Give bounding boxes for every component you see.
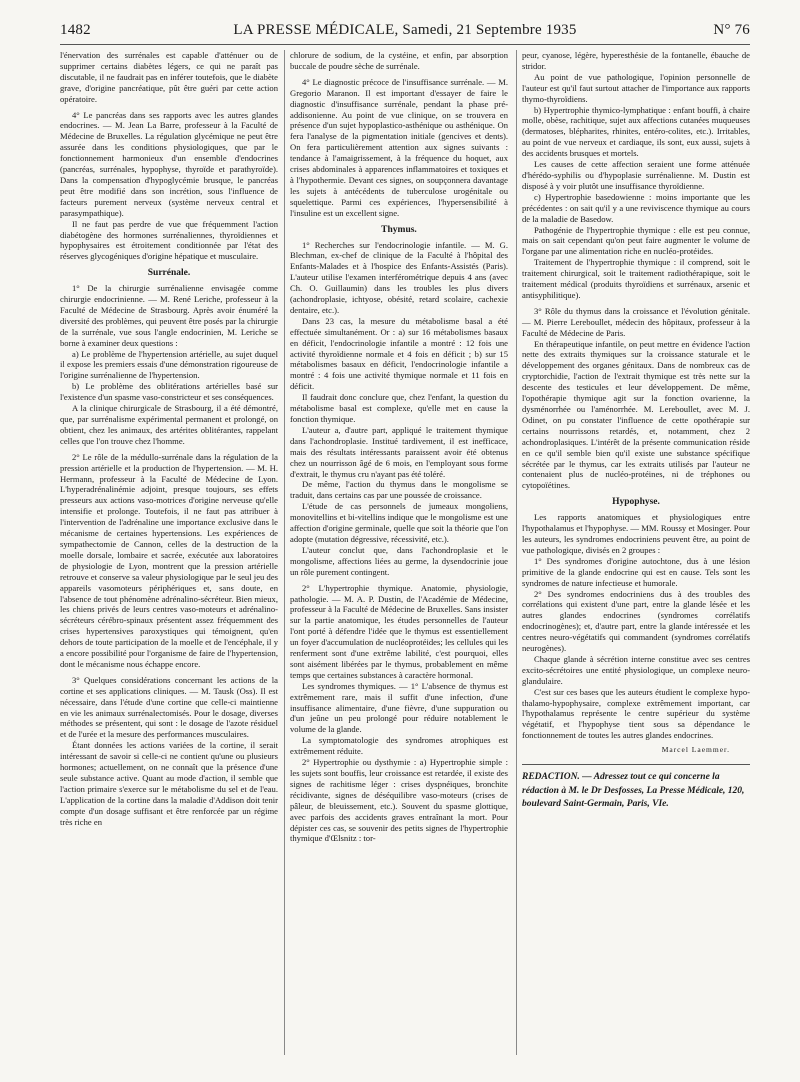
- paragraph: peur, cyanose, légère, hyperesthésie de la fontanelle, ébauche de stridor.: [522, 50, 750, 71]
- paragraph: 2° Hypertrophie ou dysthymie : a) Hypertrophie simple : les sujets sont bouffis, leur croissance est retardée, il existe des signes de rachitisme léger : crises dyspnéiques, bronchite récidivante, signes de déséquilibre vaso-moteurs (crises de pâleur, de bleuissement, etc.). Souvent du spasme glottique, avec parfois des accidents graves entraînant la mort. Pour dépister ces cas, se souvenir des petits signes de l'hypertrophie thymique d'Œlsnitz : tor-: [290, 757, 508, 844]
- paragraph: 2° Des syndromes endocriniens dus à des troubles des corrélations qui existent d'une part, entre la glande lésée et les autres glandes endocrines (syndromes corrélatifs endocrinogènes); et, d'autre part, entre la glande intéressée et les centres neuro-végétatifs qui commandent (syndromes corrélatifs neurogènes).: [522, 588, 750, 654]
- paragraph: b) Le problème des oblitérations artérielles basé sur l'existence d'un spasme vaso-constricteur et ses conséquences.: [60, 381, 278, 403]
- section-heading: Thymus.: [381, 224, 417, 235]
- paragraph: l'énervation des surrénales est capable d'atténuer ou de supprimer certains diabètes légers, ce qui ne paraît pas discutable, il ne faudrait pas en inférer toutefois, que le diabète grave, d'origine pancréatique, pût être guéri par cette action opératoire.: [60, 50, 278, 104]
- column-divider: [516, 50, 517, 1055]
- column-1: [60, 50, 278, 828]
- column-divider: [284, 50, 285, 1055]
- column-3: [522, 50, 750, 812]
- paragraph: Dans 23 cas, la mesure du métabolisme basal a été effectuée simultanément. Or : a) sur 16 métabolismes basaux en déficit, l'endocrinologie infantile a montré : 12 fois une activité thyroïdienne normale et 4 fois en déficit ; b) sur 15 métabolismes basaux en déficit, l'endocrinologie infantile a montré : 4 fois une activité thymique normale et 11 fois en déficit.: [290, 315, 508, 392]
- section-heading: Surrénale.: [147, 268, 191, 279]
- paragraph: chlorure de sodium, de la cystéine, et enfin, par absorption buccale de poudre sèche de surrénale.: [290, 50, 508, 71]
- paragraph: Au point de vue pathologique, l'opinion personnelle de l'auteur est qu'il faut surtout attacher de l'importance aux rapports thymo-thyroïdiens.: [522, 71, 750, 104]
- section-heading: Hypophyse.: [612, 497, 660, 508]
- paragraph: Étant données les actions variées de la cortine, il serait intéressant de savoir si celle-ci ne contient qu'une ou plusieurs hormones; actuellement, on ne connaît que la présence d'une seule substance active. Quant au mode d'action, il semble que l'action primaire s'exerce sur le métabolisme du sel et de l'eau. L'application de la cortine dans la maladie d'Addison doit tenir compte d'un dosage suffisant et être renforcée par un régime très riche en: [60, 740, 278, 827]
- paragraph: 1° Recherches sur l'endocrinologie infantile. — M. G. Blechman, ex-chef de clinique de la Faculté à l'hôpital des Enfants-Malades et à l'hospice des Enfants-Assistés (Paris). L'auteur utilise l'examen interférométrique depuis 4 ans (avec Ch. O. Guillaumin) dans les troubles les plus divers (achondroplasie, ichtyose, obésité, retard scolaire, cachexie dentaire, etc.).: [290, 239, 508, 315]
- paragraph: C'est sur ces bases que les auteurs étudient le complexe hypo-thalamo-hypophysaire, complexe extrêmement important, car l'hypothalamus représente le centre supérieur du système végétatif, et l'hypophyse tient sous sa dépendance le fonctionnement de toutes les autres glandes endocrines.: [522, 686, 750, 741]
- paragraph: 2° L'hypertrophie thymique. Anatomie, physiologie, pathologie. — M. A. P. Dustin, de l'Académie de Médecine, professeur à la Faculté de Médecine de Bruxelles. Sans insister sur la partie anatomique, les études personnelles de l'auteur l'ont porté à défendre l'idée que le thymus est essentiellement un foyer d'accumulation de nucléoprotéides; les cellules qui les renferment sont d'une extrême labilité, c'est pourquoi, elles sont aisément libérées par le thymus, probablement en même temps que certaines substances à caractère hormonal.: [290, 582, 508, 680]
- paragraph: 1° De la chirurgie surrénalienne envisagée comme chirurgie endocrinienne. — M. René Leriche, professeur à la Faculté de Médecine de Strasbourg. Après avoir énuméré la diversité des problèmes, qui peuvent être posés par la chirurgie de la surrénale, vue sous l'angle endocrinien, M. Leriche se borne à examiner deux questions :: [60, 283, 278, 348]
- page-header: [60, 20, 750, 42]
- paragraph: Traitement de l'hypertrophie thymique : il comprend, soit le traitement chirurgical, soit le traitement radiothérapique, soit le traitement médical (produits thyroïdiens et surrénaux, arsenic et antisyphilitique).: [522, 257, 750, 300]
- paragraph: Pathogénie de l'hypertrophie thymique : elle est peu connue, mais on sait cependant qu'on peut faire augmenter le volume de l'organe par une alimentation riche en nucléo-protéides.: [522, 224, 750, 257]
- paragraph: En thérapeutique infantile, on peut mettre en évidence l'action nette des extraits thymiques sur la croissance staturale et le développement des organes génitaux. Dans de nombreux cas de cryptorchidie, l'action de l'extrait thymique est très nette sur la descente des testicules et leur développement. De même, l'opothérapie thymique agit sur la fonction ovarienne, la dysménorrhée ou l'aménorrhée. M. Lereboullet, avec M. J. Odinet, on pu constater l'influence de cette opothérapie sur certains nourrissons retardés, et, notamment, chez 2 achondroplasiques. L'intérêt de la présente communication réside en ce qu'il semble bien qu'il existe une substance spécifique sécrétée par le thymus, car les extraits utilisés par l'auteur ne contenaient plus de nucléo-protéines, ni de tréphones ou cytopoïétines.: [522, 338, 750, 491]
- issue-number: N° 76: [713, 22, 750, 38]
- author-signature: Marcel Laemmer.: [661, 745, 730, 755]
- paragraph: L'étude de cas personnels de jumeaux mongoliens, monovitellins et bi-vitellins indique que le mongolisme est une affection d'origine germinale, quelle que soit la théorie que l'on adopte (mutation dégressive, récessivité, etc.).: [290, 501, 508, 544]
- redaction-notice: REDACTION. — Adressez tout ce qui concerne la rédaction à M. le Dr Desfosses, La Presse Médicale, 120, boulevard Saint-Germain, Paris, VIe.: [522, 772, 745, 810]
- paragraph: La symptomatologie des syndromes atrophiques est extrêmement réduite.: [290, 735, 508, 757]
- paragraph: c) Hypertrophie basedowienne : moins importante que les précédentes : on sait qu'il y a une reviviscence thymique au cours de la maladie de Basedow.: [522, 191, 750, 224]
- paragraph: Les syndromes thymiques. — 1° L'absence de thymus est extrêmement rare, mais il suffit d'une infection, d'une insuffisance alimentaire, d'une fièvre, d'une suppuration ou d'un jeûne un peu prolongé pour réduire notablement le volume de la glande.: [290, 680, 508, 735]
- column-2: [290, 50, 508, 844]
- paragraph: L'auteur conclut que, dans l'achondroplasie et le mongolisme, affections liées au germe, la dysendocrinie joue un rôle purement contingent.: [290, 544, 508, 577]
- paragraph: 1° Des syndromes d'origine autochtone, dus à une lésion primitive de la glande endocrine qui est en cause. Tels sont les syndromes de nature infectieuse et humorale.: [522, 555, 750, 588]
- paragraph: b) Hypertrophie thymico-lymphatique : enfant bouffi, à chaire molle, obèse, rachitique, sujet aux affections cutanées muqueuses (dermatoses, blépharites, rhinites, entéro-colites, etc.). Irritables, au point de vue nerveux et cardiaque, ils sont, eux aussi, sujets à des accidents brusques et mortels.: [522, 104, 750, 159]
- header-rule: [60, 44, 750, 45]
- paragraph: 4° Le diagnostic précoce de l'insuffisance surrénale. — M. Gregorio Maranon. Il est important d'essayer de faire le diagnostic d'insuffisance surrénale, pendant la phase pré-addisonienne. Au point de vue clinique, on se trouvera en présence d'un sujet hypoplastico-asthénique ou asthénique. On fera l'analyse de la pigmentation initiale (gencives et dents). On fera particulièrement attention aux signes suivants : tendance à l'amaigrissement, à la fréquence du hoquet, aux crises abdominales à apparences inflammatoires et toxiques et à l'hypothermie. Devant ces signes, on soupçonnera davantage les sujets à antécédents de tuberculose urogénitale ou squelettique. Parmi ces expériences, l'hypersensibilité à l'insuline est un excellent signe.: [290, 76, 508, 218]
- paragraph: 3° Rôle du thymus dans la croissance et l'évolution génitale. — M. Pierre Lereboullet, médecin des hôpitaux, professeur à la Faculté de Médecine de Paris.: [522, 305, 750, 338]
- paragraph: L'auteur a, d'autre part, appliqué le traitement thymique dans l'achondroplasie. Institué tardivement, il est inefficace, mais des résultats intéressants paraissent avoir été obtenus chez un nourrisson âgé de 6 mois, en l'employant sous forme d'extrait, le thymus cru n'ayant pas été toléré.: [290, 424, 508, 479]
- paragraph: 4° Le pancréas dans ses rapports avec les autres glandes endocrines. — M. Jean La Barre, professeur à la Faculté de Médecine de Bruxelles. La régulation glycémique ne peut être assurée dans les conditions physiologiques, que par le fonctionnement harmonieux d'un ensemble d'endocrines (pancréas, surrénales, hypophyse, thyroïde et parathyroïde). Dans la compensation d'hypoglycémie brusque, le pancréas peut être modifié dans son incrétion, sous l'influence de facteurs purement nerveux (système nerveux central et parasympathique).: [60, 109, 278, 218]
- divider: [522, 764, 750, 765]
- paragraph: Il faudrait donc conclure que, chez l'enfant, la question du métabolisme basal est complexe, qu'elle met en cause la fonction thymique.: [290, 392, 508, 424]
- paragraph: De même, l'action du thymus dans le mongolisme se traduit, dans certains cas par une poussée de croissance.: [290, 479, 508, 501]
- paragraph: Il ne faut pas perdre de vue que fréquemment l'action diabétogène des hormones surrénaliennes, thyroïdiennes et hypophysaires est étroitement conditionnée par l'état des réserves glycogéniques d'origine hépatique et musculaire.: [60, 218, 278, 262]
- paragraph: Les causes de cette affection seraient une forme atténuée d'hérédo-syphilis ou d'hypoplasie surrénalienne. M. Dustin est disposé à y voir plutôt une insuffisance thyroïdienne.: [522, 159, 750, 191]
- paragraph: 2° Le rôle de la médullo-surrénale dans la régulation de la pression artérielle et la production de l'hypertension. — M. H. Hermann, professeur à la Faculté de Médecine de Lyon. L'hyperadrénalinémie adjoint, presque toujours, ses effets presseurs aux actions vaso-motrices d'origine nerveuse qu'elle intensifie et prolonge. Toutefois, il ne faut pas attribuer à l'intervention de l'adrénaline une importance exclusive dans le mécanisme de certaines hypertensions. Les expériences de sympathectomie de Cannon, celles de la destruction de la moelle dorsale, lombaire et sacrée, exécutée aux laboratoires de physiologie de Lyon, montrent que la pression artérielle retrouve et conserve sa valeur physiologique par le seul jeu des appareils vasomoteurs périphériques et, sans doute, en l'absence de tout phénomène adrénalino-sécréteur. Bien mieux, les chiens privés de leurs centres vaso-moteurs et adrénalino-sécréteurs cérébro-spinaux présentent assez fréquemment des crises hypertensives paroxystiques qui témoignent, qu'en dehors de toute participation de la moelle et de l'encéphale, il y a encore possibilité pour l'organisme de faire de l'hypertension, dont le mécanisme nous échappe encore.: [60, 451, 278, 669]
- paragraph: 3° Quelques considérations concernant les actions de la cortine et ses applications cliniques. — M. Tausk (Oss). Il est nécessaire, dans l'étude d'une cortine que celle-ci maintienne en vie les animaux surrénalectomisés. Pour le dosage, diverses méthodes se présentent, qui sont : le dosage de l'azote résiduel et de l'urée et la mesure des performances musculaires.: [60, 674, 278, 740]
- journal-title: LA PRESSE MÉDICALE, Samedi, 21 Septembre 1935: [233, 22, 577, 38]
- paragraph: Les rapports anatomiques et physiologiques entre l'hypothalamus et l'hypophyse. — MM. Roussy et Mosinger. Pour les auteurs, les syndromes endocriniens peuvent être, au point de vue pathologique, divisés en 2 groupes :: [522, 512, 750, 555]
- page-number: 1482: [60, 22, 91, 38]
- paragraph: A la clinique chirurgicale de Strasbourg, il a été démontré, que, par surrénalisme expérimental permanent et prolongé, on obtient, chez les animaux, des artérites oblitérantes, rappelant celles que l'on trouve chez l'homme.: [60, 403, 278, 446]
- paragraph: Chaque glande à sécrétion interne constitue avec ses centres excito-sécrétoires une entité physiologique, un complexe neuro-glandulaire.: [522, 653, 750, 686]
- paragraph: a) Le problème de l'hypertension artérielle, au sujet duquel il expose les premiers essais d'une démonstration rigoureuse de l'origine surrénalienne de l'hypertension.: [60, 348, 278, 381]
